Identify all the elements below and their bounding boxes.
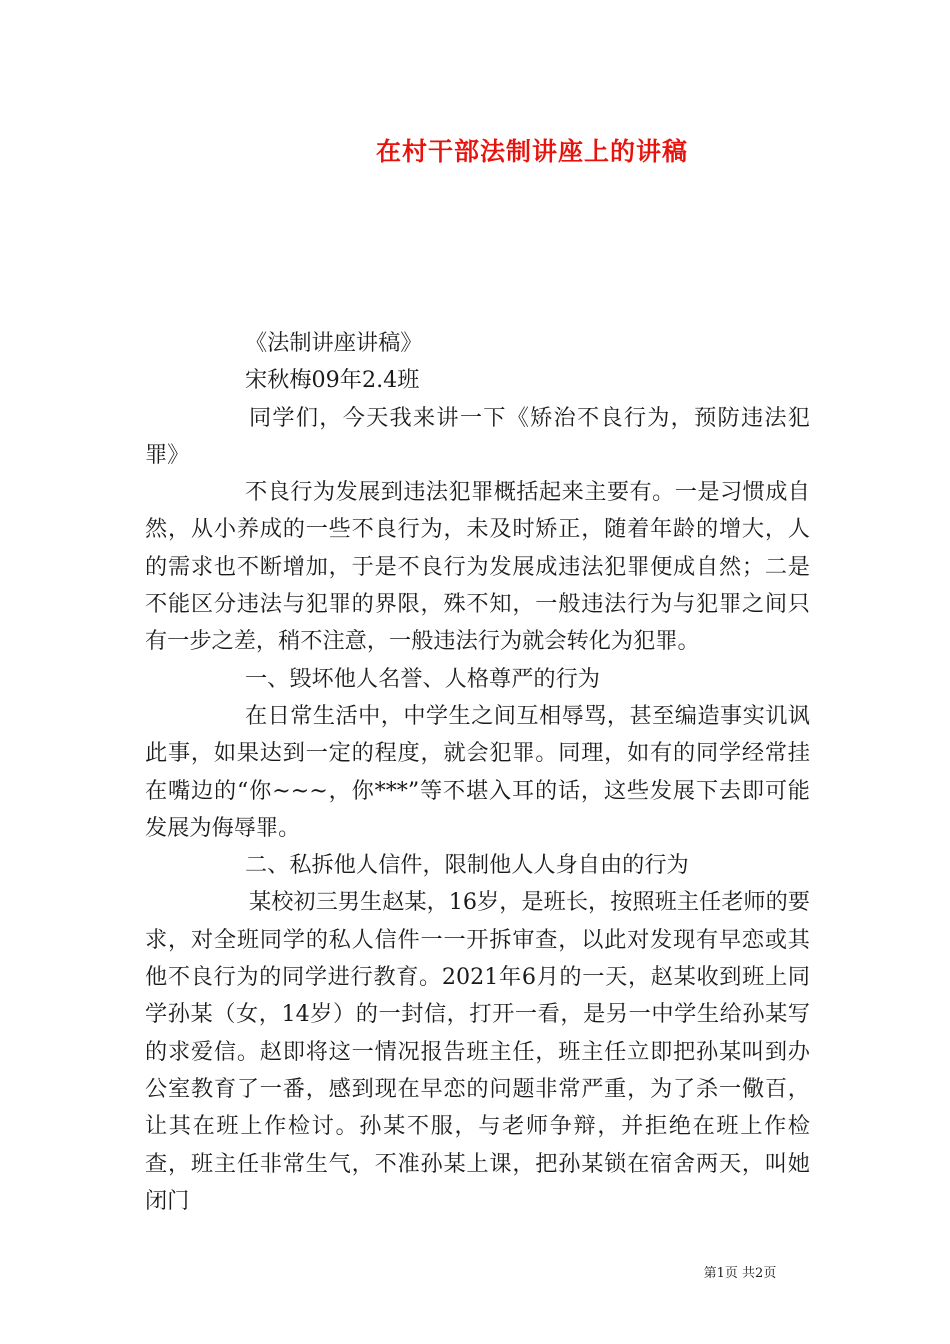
paragraph-greeting: 同学们，今天我来讲一下《矫治不良行为，预防违法犯罪》 (145, 404, 810, 468)
paragraph-section-1: 在日常生活中，中学生之间互相辱骂，甚至编造事实讥讽此事，如果达到一定的程度，就会犯罪。同理，如有的同学经常挂在嘴边的“你~~~，你***”等不堪入耳的话，这些发展下去即可能发展为侮辱罪。 (145, 702, 810, 841)
document-title: 在村干部法制讲座上的讲稿 (375, 137, 688, 166)
document-body (145, 325, 810, 1220)
paragraph-speech-heading: 《法制讲座讲稿》 (245, 330, 423, 356)
page-footer: 第1页 共2页 (703, 1266, 777, 1281)
section-heading-2: 二、私拆他人信件，限制他人人身自由的行为 (245, 852, 689, 879)
paragraph-intro: 不良行为发展到违法犯罪概括起来主要有。一是习惯成自然，从小养成的一些不良行为，未及时矫正，随着年龄的增大，人的需求也不断增加，于是不良行为发展成违法犯罪便成自然；二是不能区分违法与犯罪的界限，殊不知，一般违法行为与犯罪之间只有一步之差，稍不注意，一般违法行为就会转化为犯罪。 (145, 479, 810, 655)
section-heading-1: 一、毁坏他人名誉、人格尊严的行为 (245, 665, 600, 692)
paragraph-section-2: 某校初三男生赵某，16岁，是班长，按照班主任老师的要求，对全班同学的私人信件一一开拆审查，以此对发现有早恋或其他不良行为的同学进行教育。2021年6月的一天，赵某收到班上同学孙某（女，14岁）的一封信，打开一看，是另一中学生给孙某写的求爱信。赵即将这一情况报告班主任，班主任立即把孙某叫到办公室教育了一番，感到现在早恋的问题非常严重，为了杀一儆百，让其在班上作检讨。孙某不服，与老师争辩，并拒绝在班上作检查，班主任非常生气，不准孙某上课，把孙某锁在宿舍两天，叫她闭门 (145, 889, 810, 1214)
paragraph-author: 宋秋梅09年2.4班 (245, 367, 420, 394)
